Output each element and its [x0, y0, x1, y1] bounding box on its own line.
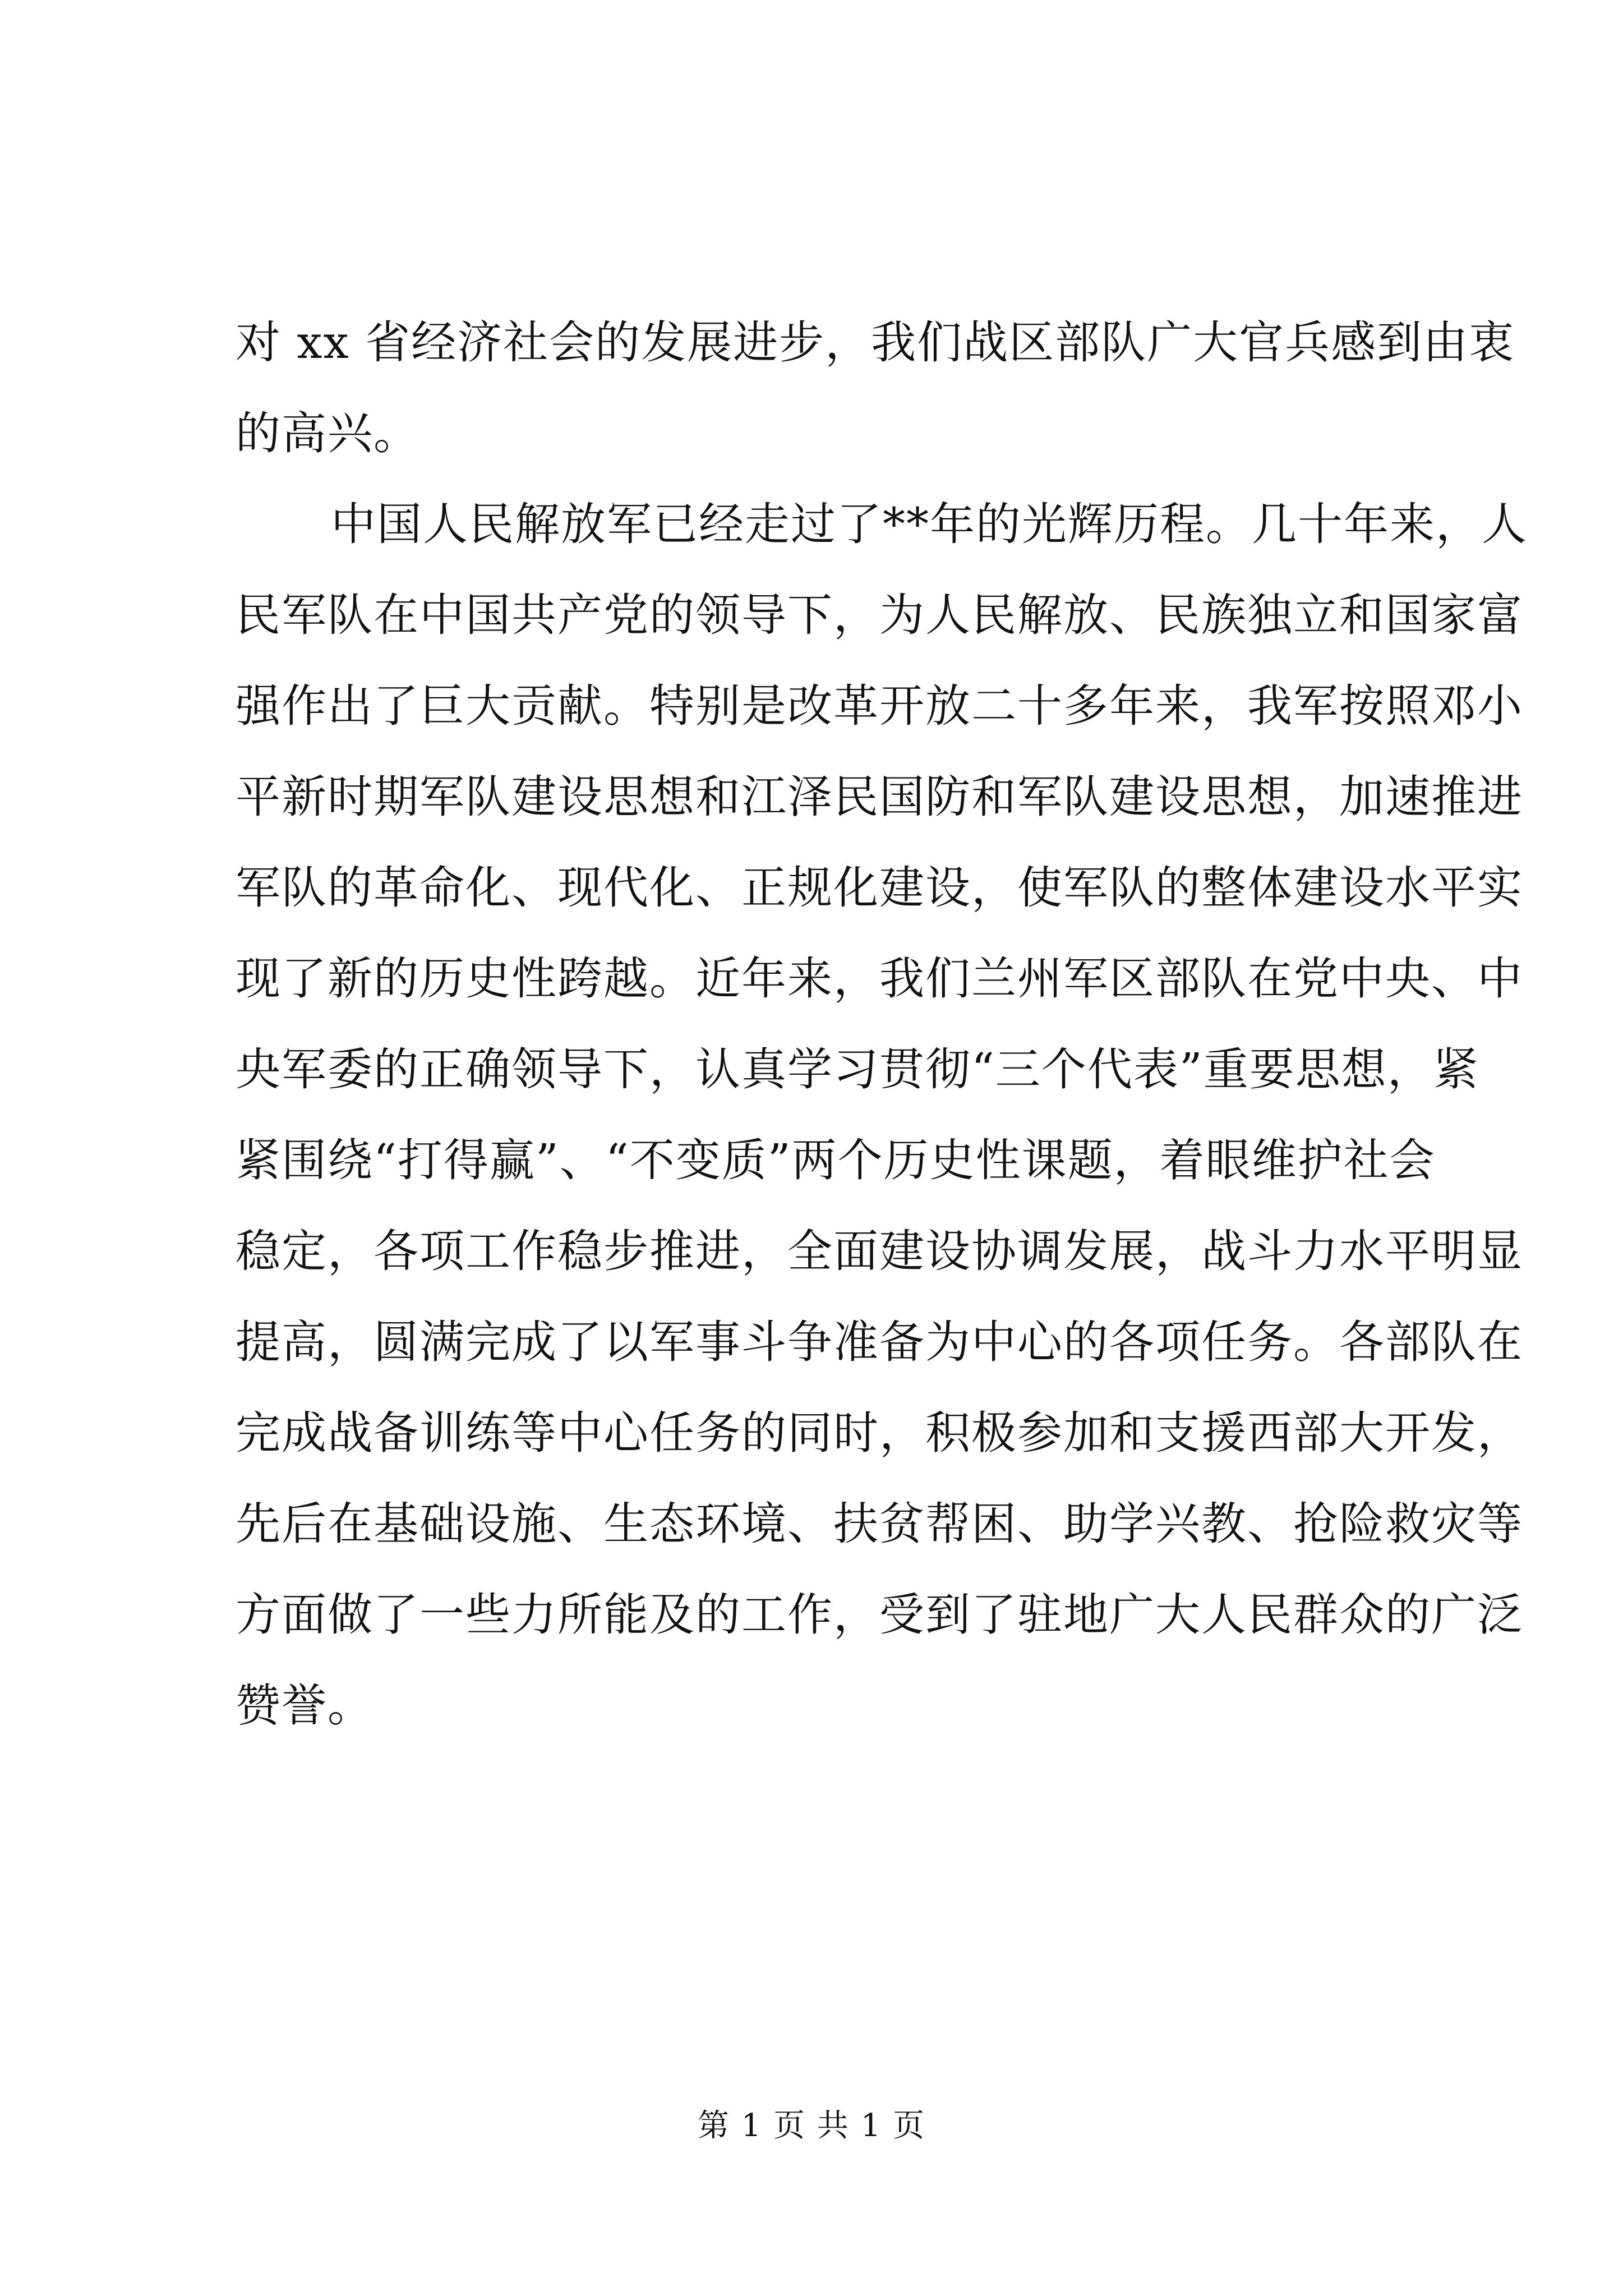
text-line: 稳定，各项工作稳步推进，全面建设协调发展，战斗力水平明显	[236, 1225, 1523, 1277]
text-line: 强作出了巨大贡献。特别是改革开放二十多年来，我军按照邓小	[236, 680, 1523, 732]
text-line: 民军队在中国共产党的领导下，为人民解放、民族独立和国家富	[236, 589, 1523, 641]
text-line: 提高，圆满完成了以军事斗争准备为中心的各项任务。各部队在	[236, 1316, 1523, 1368]
text-line: 紧围绕“打得赢”、“不变质”两个历史性课题，着眼维护社会	[236, 1134, 1436, 1186]
text-line: 对 xx 省经济社会的发展进步，我们战区部队广大官兵感到由衷	[236, 316, 1515, 369]
text-line: 赞誉。	[236, 1680, 374, 1732]
text-line: 平新时期军队建设思想和江泽民国防和军队建设思想，加速推进	[236, 771, 1523, 823]
text-line: 央军委的正确领导下，认真学习贯彻“三个代表”重要思想，紧	[236, 1043, 1479, 1096]
text-line: 现了新的历史性跨越。近年来，我们兰州军区部队在党中央、中	[236, 953, 1523, 1005]
text-line: 完成战备训练等中心任务的同时，积极参加和支援西部大开发，	[236, 1407, 1523, 1459]
body-text	[236, 297, 1528, 1751]
text-line: 先后在基础设施、生态环境、扶贫帮困、助学兴教、抢险救灾等	[236, 1498, 1523, 1550]
paragraph-start-line: 中国人民解放军已经走过了**年的光辉历程。几十年来，人	[331, 498, 1528, 550]
text-line: 方面做了一些力所能及的工作，受到了驻地广大人民群众的广泛	[236, 1589, 1523, 1641]
page-number-footer: 第 1 页 共 1 页	[697, 2108, 926, 2144]
text-line: 军队的革命化、现代化、正规化建设，使军队的整体建设水平实	[236, 862, 1523, 914]
text-line: 的高兴。	[236, 407, 419, 459]
